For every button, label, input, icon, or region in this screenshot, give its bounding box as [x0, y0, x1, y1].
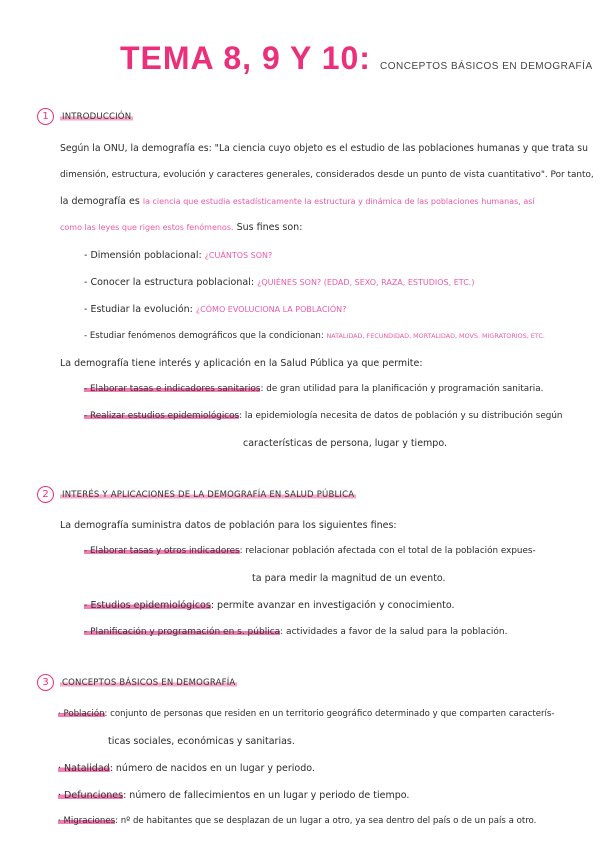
section-1-heading	[37, 106, 133, 125]
section-number: 2	[37, 486, 54, 503]
section-3-heading	[37, 672, 237, 691]
intro-fines-label: Sus fines son:	[236, 222, 303, 233]
permite-item	[84, 384, 543, 394]
section-2-heading	[37, 484, 356, 503]
intro-line-1: Según la ONU, la demografía es: "La ciencia cuyo objeto es el estudio de las poblaciones humanas y que trata su	[60, 143, 589, 154]
concepto-def: : nº de habitantes que se desplazan de un lugar a otro, ya sea dentro del país o de un país a otro.	[115, 816, 537, 826]
permite-highlight: - Elaborar tasas e indicadores sanitarios	[84, 384, 261, 394]
title-main: TEMA 8, 9 Y 10:	[120, 40, 371, 76]
intro-line-4	[60, 222, 302, 233]
fin-item	[84, 277, 474, 288]
section-title: INTERÉS Y APLICACIONES DE LA DEMOGRAFÍA EN SALUD PÚBLICA	[62, 489, 355, 500]
salud-text: : actividades a favor de la salud para la población.	[280, 627, 508, 637]
intro-line-3-a: la demografía es	[60, 196, 140, 207]
fin-text: - Estudiar fenómenos demográficos que la condicionan:	[84, 331, 324, 341]
fin-item	[84, 304, 346, 315]
fin-item	[84, 250, 272, 261]
fin-note: ¿CÓMO EVOLUCIONA LA POBLACIÓN?	[195, 305, 347, 314]
fin-note: ¿QUIÉNES SON? (EDAD, SEXO, RAZA, ESTUDIOS, ETC.)	[257, 278, 475, 287]
concepto-term: · Migraciones	[58, 816, 116, 826]
concepto-term: · Defunciones	[58, 790, 124, 801]
concepto-term: · Natalidad	[58, 763, 110, 774]
fin-note: ¿CUÁNTOS SON?	[204, 251, 273, 260]
page-title	[120, 40, 593, 77]
concepto-item	[58, 816, 536, 826]
concepto-def: : conjunto de personas que residen en un territorio geográfico determinado y que comparten caracterís-	[104, 709, 555, 719]
concepto-item	[58, 790, 409, 801]
section-number: 3	[37, 674, 54, 691]
concepto-def: : número de fallecimientos en un lugar y periodo de tiempo.	[123, 790, 410, 801]
salud-text: : permite avanzar en investigación y conocimiento.	[210, 600, 455, 611]
permite-item	[84, 411, 562, 421]
concepto-term: · Población	[58, 709, 105, 719]
interes-line: La demografía tiene interés y aplicación en la Salud Pública ya que permite:	[60, 358, 423, 369]
section-title: CONCEPTOS BÁSICOS EN DEMOGRAFÍA	[62, 677, 236, 688]
concepto-item	[58, 709, 555, 719]
title-subtitle: CONCEPTOS BÁSICOS EN DEMOGRAFÍA	[380, 61, 593, 72]
salud-highlight: - Estudios epidemiológicos	[84, 600, 211, 611]
salud-item-cont: ta para medir la magnitud de un evento.	[252, 573, 446, 584]
fin-note: NATALIDAD, FECUNDIDAD, MORTALIDAD, MOVS. MIGRATORIOS, ETC.	[326, 332, 545, 340]
fin-text: - Conocer la estructura poblacional:	[84, 277, 255, 288]
salud-text: : relacionar población afectada con el total de la población expues-	[239, 546, 536, 556]
intro-line-2: dimensión, estructura, evolución y caracteres generales, considerados desde un punto de vista cuantitativo". Por tanto,	[60, 170, 594, 180]
permite-highlight: - Realizar estudios epidemiológicos	[84, 411, 240, 421]
fin-item	[84, 331, 545, 341]
section-number: 1	[37, 108, 54, 125]
salud-highlight: - Elaborar tasas y otros indicadores	[84, 546, 240, 556]
salud-item	[84, 627, 507, 637]
fin-text: - Estudiar la evolución:	[84, 304, 193, 315]
salud-item	[84, 600, 455, 611]
concepto-item	[58, 763, 315, 774]
section-title: INTRODUCCIÓN	[62, 111, 132, 122]
intro-line-3	[60, 196, 535, 207]
permite-text: : la epidemiología necesita de datos de población y su distribución según	[239, 411, 563, 421]
permite-text: : de gran utilidad para la planificación y programación sanitaria.	[260, 384, 544, 394]
permite-cont: características de persona, lugar y tiempo.	[243, 438, 447, 449]
concepto-def: : número de nacidos en un lugar y periodo.	[109, 763, 315, 774]
intro-definition-cont: como las leyes que rigen estos fenómenos.	[60, 223, 234, 232]
fin-text: - Dimensión poblacional:	[84, 250, 202, 261]
salud-highlight: - Planificación y programación en s. pública	[84, 627, 281, 637]
salud-item	[84, 546, 536, 556]
concepto-cont: ticas sociales, económicas y sanitarias.	[108, 736, 295, 747]
intro-definition: la ciencia que estudia estadísticamente la estructura y dinámica de las poblaciones humanas, así	[142, 197, 535, 206]
salud-intro: La demografía suministra datos de población para los siguientes fines:	[60, 520, 397, 531]
